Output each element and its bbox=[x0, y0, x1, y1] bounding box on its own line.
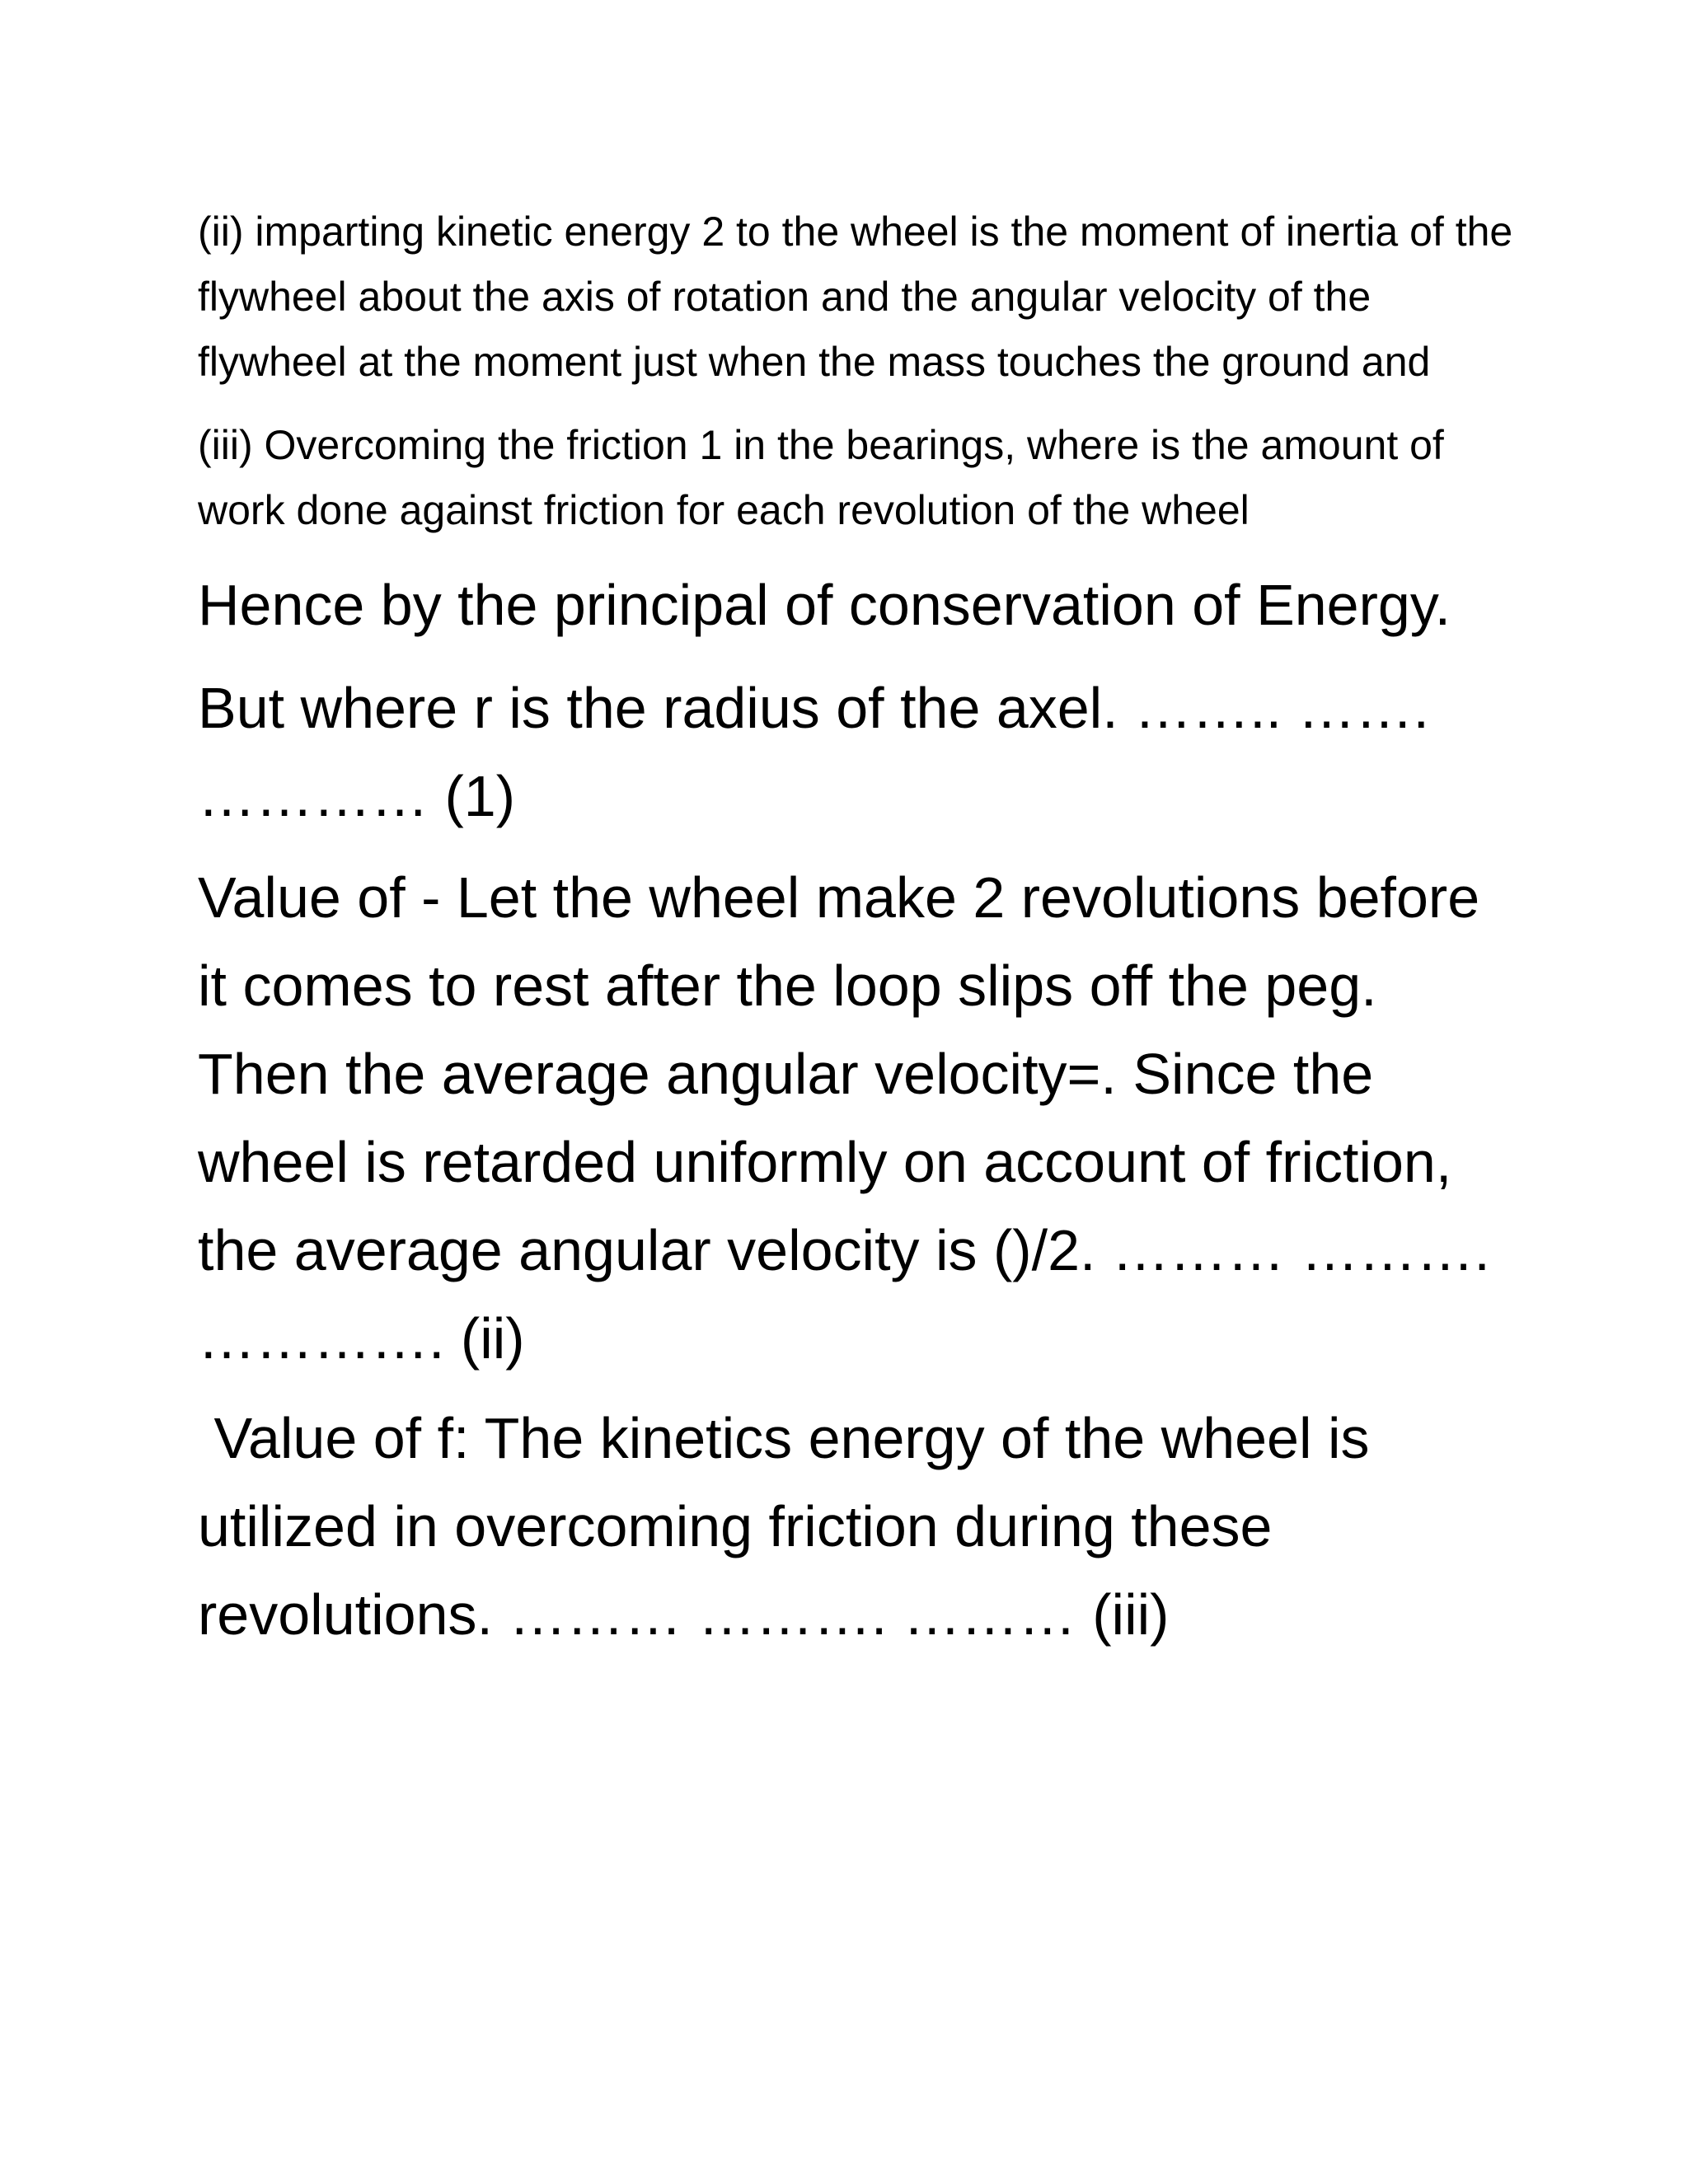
paragraph-axle-radius: But where r is the radius of the axel. …….. ……. ………… (1) bbox=[198, 676, 1446, 828]
paragraph-average-velocity: Value of - Let the wheel make 2 revolutions before it comes to rest after the loop slips off the peg. Then the average angular velocity=. Since the wheel is retarded uniformly on account of friction, the average angular velocity is ()/2. ……… ………. …………. (ii) bbox=[198, 865, 1507, 1371]
paragraph-value-of-f: Value of f: The kinetics energy of the wheel is utilized in overcoming friction during these revolutions. ……… ………. ……… (iii) bbox=[198, 1406, 1386, 1647]
paragraph-kinetic-energy: (ii) imparting kinetic energy 2 to the wheel is the moment of inertia of the flywheel about the axis of rotation and the angular velocity of the flywheel at the moment just when the mass touches the ground and bbox=[198, 209, 1525, 385]
paragraph-friction: (iii) Overcoming the friction 1 in the bearings, where is the amount of work done against friction for each revolution of the wheel bbox=[198, 422, 1456, 533]
document-body bbox=[198, 199, 1525, 1672]
paragraph-conservation: Hence by the principal of conservation of Energy. bbox=[198, 573, 1451, 637]
